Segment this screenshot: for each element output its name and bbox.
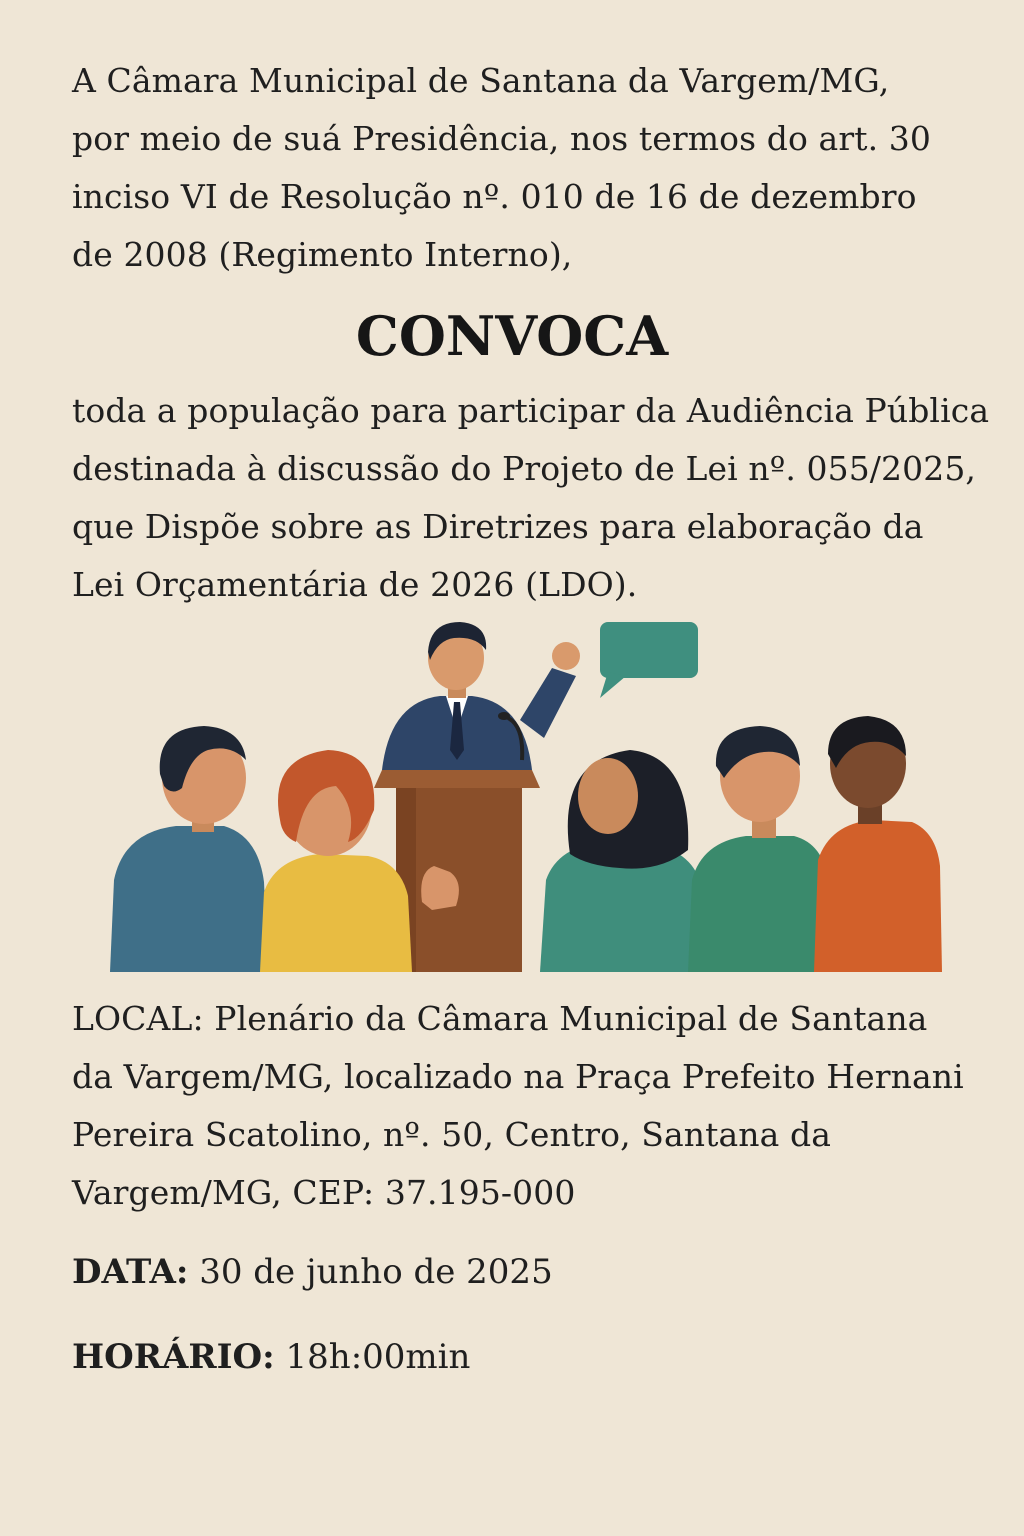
intro-paragraph: A Câmara Municipal de Santana da Vargem/MG, por meio de suá Presidência, nos termos do art. 30 inciso VI de Resolução nº. 010 de 16 de dezembro de 2008 (Regimento Interno), bbox=[72, 61, 931, 274]
notice-title: CONVOCA bbox=[355, 304, 669, 368]
audience-member bbox=[688, 726, 832, 972]
time-value: 18h:00min bbox=[285, 1337, 471, 1377]
speech-bubble-icon bbox=[600, 622, 698, 698]
audience-member bbox=[110, 726, 268, 972]
public-hearing-illustration bbox=[100, 610, 950, 972]
speaker-figure bbox=[382, 622, 580, 780]
date-row bbox=[72, 1247, 553, 1297]
date-label: DATA: bbox=[72, 1252, 189, 1292]
location-paragraph: LOCAL: Plenário da Câmara Municipal de Santana da Vargem/MG, localizado na Praça Prefeito Hernani Pereira Scatolino, nº. 50, Centro, Santana da Vargem/MG, CEP: 37.195-000 bbox=[72, 999, 964, 1212]
date-value: 30 de junho de 2025 bbox=[199, 1252, 553, 1292]
time-row bbox=[72, 1332, 470, 1382]
audience-member bbox=[814, 716, 942, 972]
body-paragraph: toda a população para participar da Audiência Pública destinada à discussão do Projeto de Lei nº. 055/2025, que Dispõe sobre as Diretrizes para elaboração da Lei Orçamentária de 2026 (LDO). bbox=[72, 391, 990, 604]
audience-member bbox=[540, 750, 706, 972]
time-label: HORÁRIO: bbox=[72, 1337, 275, 1377]
